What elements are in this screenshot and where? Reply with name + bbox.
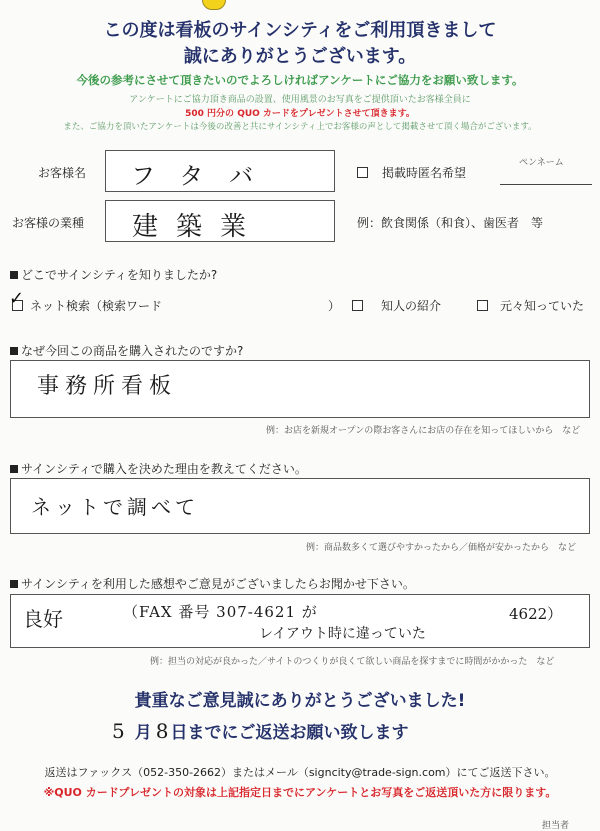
deadline-line bbox=[112, 718, 408, 743]
header-line2: 誠にありがとうございます。 bbox=[183, 46, 417, 67]
q3-answer-box[interactable] bbox=[10, 478, 590, 534]
q4-answer-c: 4622） bbox=[509, 605, 563, 623]
staff-label: 担当者 bbox=[542, 821, 570, 831]
intro-label: 知人の紹介 bbox=[381, 299, 442, 313]
q4-answer-a: 良好 bbox=[23, 607, 63, 631]
industry-value: 建築業 bbox=[132, 212, 265, 242]
return-contact: 返送はファックス（052-350-2662）またはメール（signcity@trade-sign.com）にてご返送下さい。 bbox=[44, 766, 556, 779]
industry-label: お客様の業種 bbox=[12, 216, 85, 230]
bullet-square-icon bbox=[10, 465, 18, 473]
campaign-note-1: アンケートにご協力頂き商品の設置、使用風景のお写真をご提供頂いたお客様全員に bbox=[129, 95, 471, 105]
checkmark-icon: ✓ bbox=[9, 288, 25, 309]
bullet-square-icon bbox=[10, 580, 18, 588]
q3-answer: ネットで調べて bbox=[31, 495, 199, 519]
q1-title-text: どこでサインシティを知りましたか? bbox=[21, 268, 218, 282]
q2-example: 例：お店を新規オープンの際お客さんにお店の存在を知ってほしいから など bbox=[266, 426, 581, 436]
header-line1: この度は看板のサインシティをご利用頂きまして bbox=[103, 20, 497, 41]
anonymous-checkbox[interactable] bbox=[357, 167, 368, 178]
customer-name-value: フタバ bbox=[131, 162, 280, 190]
intro-checkbox[interactable] bbox=[352, 300, 363, 311]
thanks-message: 貴重なご意見誠にありがとうございました! bbox=[134, 691, 466, 711]
deadline-month-label: 月 bbox=[134, 723, 152, 743]
customer-name-label: お客様名 bbox=[38, 166, 87, 180]
deadline-text: 日までにご返送お願い致します bbox=[170, 723, 409, 743]
deadline-day: 8 bbox=[155, 719, 169, 743]
deadline-month: 5 bbox=[112, 719, 125, 743]
penname-label: ペンネーム bbox=[519, 158, 564, 168]
penname-field[interactable] bbox=[500, 184, 592, 185]
search-word-field[interactable] bbox=[178, 310, 328, 311]
q4-title bbox=[10, 575, 415, 592]
q3-title bbox=[10, 460, 307, 477]
q2-title bbox=[10, 342, 243, 359]
net-search-close: ） bbox=[328, 299, 341, 313]
q4-answer-d: レイアウト時に違っていた bbox=[259, 626, 426, 642]
q3-example: 例：商品数多くて選びやすかったから／価格が安かったから など bbox=[306, 543, 577, 553]
survey-request: 今後の参考にさせて頂きたいのでよろしければアンケートにご協力をお願い致します。 bbox=[76, 73, 524, 87]
q4-answer-box[interactable] bbox=[10, 594, 590, 648]
campaign-note-2: 500 円分の QUO カードをプレゼントさせて頂きます。 bbox=[185, 109, 415, 119]
q4-example: 例：担当の対応が良かった／サイトのつくりが良くて欲しい商品を探すまでに時間がかかった など bbox=[150, 657, 555, 667]
q2-title-text: なぜ今回この商品を購入されたのですか? bbox=[21, 344, 244, 358]
q3-title-text: サインシティで購入を決めた理由を教えてください。 bbox=[21, 462, 307, 476]
already-known-label: 元々知っていた bbox=[500, 299, 585, 313]
already-known-checkbox[interactable] bbox=[477, 300, 488, 311]
present-warning: ※QUO カードプレゼントの対象は上記指定日までにアンケートとお写真をご返送頂いた方に限ります。 bbox=[43, 786, 557, 799]
campaign-note-3: また、ご協力を頂いたアンケートは今後の改善と共にサインシティ上でお客様の声として掲載させて頂く場合がございます。 bbox=[63, 122, 537, 132]
q2-answer: 事務所看板 bbox=[37, 374, 178, 399]
industry-field[interactable] bbox=[105, 200, 335, 242]
anonymous-label: 掲載時匿名希望 bbox=[382, 166, 467, 180]
q4-answer-b: （FAX 番号 307-4621 が bbox=[123, 603, 318, 621]
bullet-square-icon bbox=[10, 271, 18, 279]
mascot-fragment-icon bbox=[202, 0, 226, 10]
net-search-label: ネット検索（検索ワード bbox=[30, 299, 163, 313]
q1-title bbox=[10, 266, 217, 283]
bullet-square-icon bbox=[10, 347, 18, 355]
industry-example: 例：飲食関係（和食）、歯医者 等 bbox=[357, 216, 544, 230]
q2-answer-box[interactable] bbox=[10, 360, 590, 418]
customer-name-field[interactable] bbox=[105, 150, 335, 192]
q4-title-text: サインシティを利用した感想やご意見がございましたらお聞かせ下さい。 bbox=[21, 577, 415, 591]
